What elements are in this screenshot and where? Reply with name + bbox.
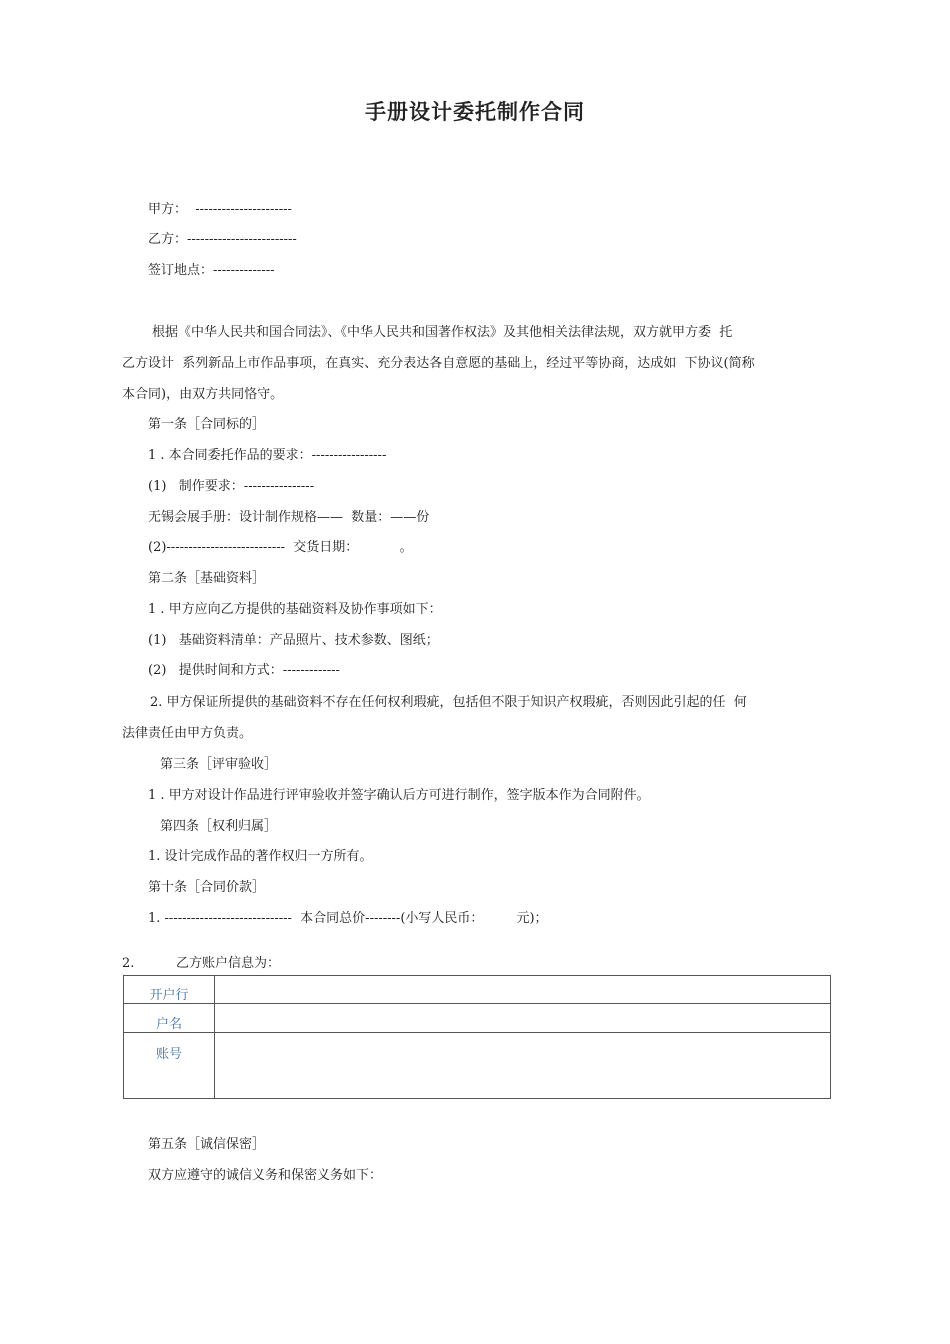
article-2-sub-1: (1) 基础资料清单：产品照片、技术参数、图纸；	[148, 633, 439, 648]
account-holder-label: 户名	[124, 1004, 215, 1033]
article-1-sub-1: (1) 制作要求：----------------	[148, 479, 315, 494]
bank-name-label: 开户行	[124, 976, 215, 1004]
bank-account-table	[123, 975, 831, 1099]
article-4-item-1: 1. 设计完成作品的著作权归一方所有。	[148, 849, 373, 864]
article-1-sub-2: (2)--------------------------- 交货日期： 。	[148, 540, 413, 555]
account-number-label: 账号	[124, 1033, 215, 1099]
table-row	[124, 976, 831, 1004]
article-2-item-2-line-1: 2. 甲方保证所提供的基础资料不存在任何权利瑕疵，包括但不限于知识产权瑕疵，否则因此引起的任 何	[150, 695, 747, 710]
bank-name-value	[215, 976, 831, 1004]
table-row	[124, 1004, 831, 1033]
article-3-item-1: 1 . 甲方对设计作品进行评审验收并签字确认后方可进行制作，签字版本作为合同附件。	[148, 788, 650, 803]
article-5-heading: 第五条［诚信保密］	[148, 1137, 266, 1152]
preamble-line-3: 本合同)，由双方共同恪守。	[122, 387, 284, 402]
article-2-heading: 第二条［基础资料］	[148, 571, 266, 586]
article-10-item-1: 1. ----------------------------- 本合同总价--------(小写人民币： 元)；	[148, 911, 548, 926]
article-10-item-2-number: 2.	[122, 956, 135, 971]
article-3-heading: 第三条［评审验收］	[160, 757, 278, 772]
account-holder-value	[215, 1004, 831, 1033]
sign-place-line: 签订地点：--------------	[148, 263, 275, 278]
preamble-line-1: 根据《中华人民共和国合同法》、《中华人民共和国著作权法》及其他相关法律法规，双方就甲方委 托	[152, 325, 733, 340]
article-1-item-1: 1 . 本合同委托作品的要求：-----------------	[148, 448, 387, 463]
article-2-item-2-line-2: 法律责任由甲方负责。	[122, 726, 253, 741]
preamble-line-2: 乙方设计 系列新品上市作品事项，在真实、充分表达各自意愿的基础上，经过平等协商，达成如 下协议(简称	[122, 356, 755, 371]
article-4-heading: 第四条［权利归属］	[160, 819, 278, 834]
article-10-heading: 第十条［合同价款］	[148, 880, 266, 895]
article-2-sub-2: (2) 提供时间和方式：-------------	[148, 663, 340, 678]
account-number-value	[215, 1033, 831, 1099]
document-title: 手册设计委托制作合同	[365, 99, 585, 124]
party-b-line: 乙方：-------------------------	[148, 232, 297, 247]
table-row	[124, 1033, 831, 1099]
article-1-heading: 第一条［合同标的］	[148, 417, 266, 432]
article-1-detail: 无锡会展手册：设计制作规格—— 数量：——份	[148, 510, 430, 525]
article-5-intro: 双方应遵守的诚信义务和保密义务如下：	[148, 1168, 383, 1183]
article-10-item-2-text: 乙方账户信息为：	[176, 956, 281, 971]
article-2-item-1: 1 . 甲方应向乙方提供的基础资料及协作事项如下：	[148, 602, 442, 617]
party-a-line: 甲方： ----------------------	[148, 202, 292, 217]
